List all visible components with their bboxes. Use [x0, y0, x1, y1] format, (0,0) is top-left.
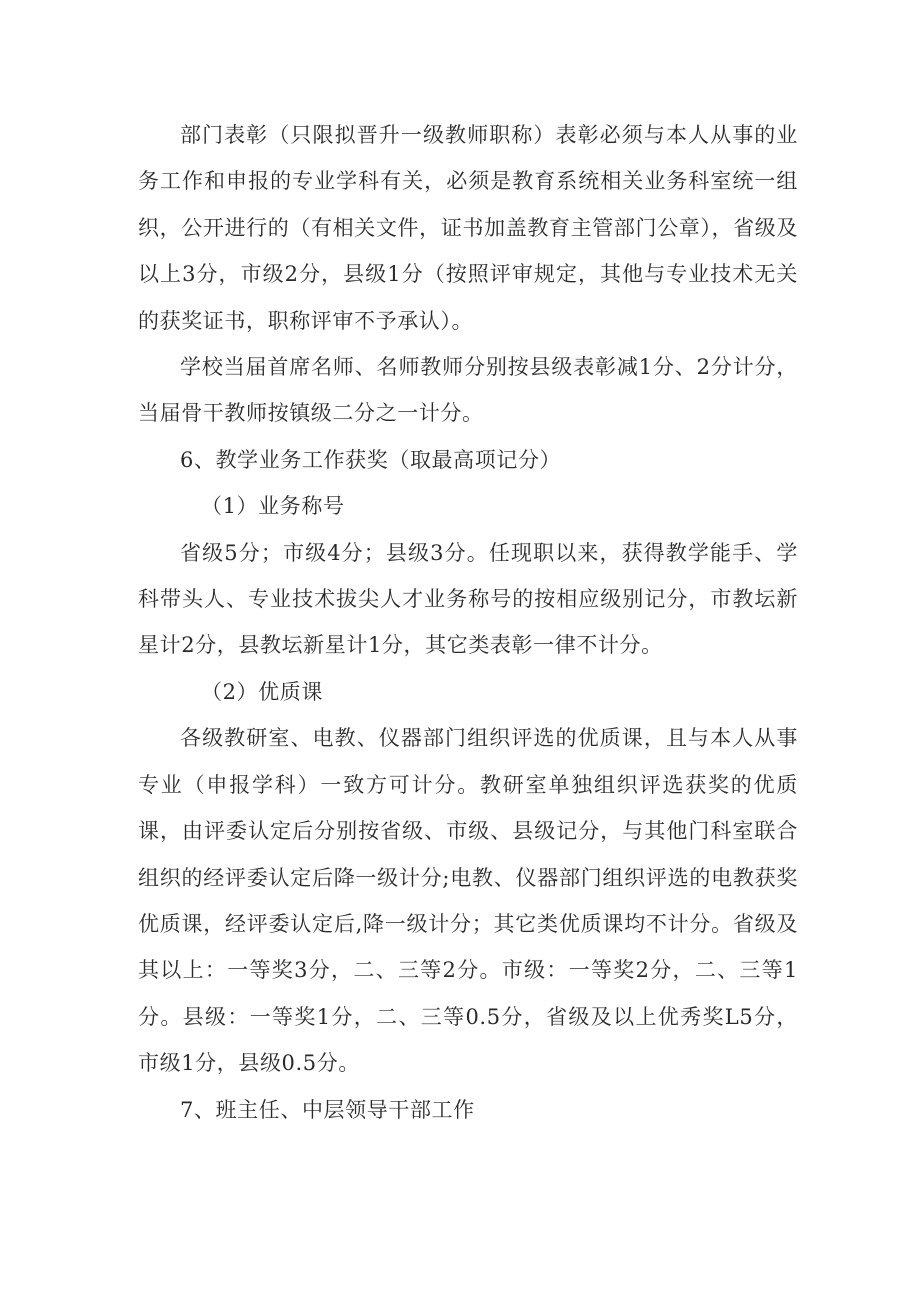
paragraph-school-teachers: 学校当届首席名师、名师教师分别按县级表彰减1分、2分计分，当届骨干教师按镇级二分之一计分。 [138, 355, 798, 426]
paragraph-business-title: 省级5分；市级4分；县级3分。任现职以来，获得教学能手、学科带头人、专业技术拔尖人才业务称号的按相应级别记分，市教坛新星计2分，县教坛新星计1分，其它类表彰一律不计分。 [138, 540, 798, 658]
subheading-business-title: （1）业务称号 [201, 494, 345, 519]
paragraph-department-commendation: 部门表彰（只限拟晋升一级教师职称）表彰必须与本人从事的业务工作和申报的专业学科有关，必须是教育系统相关业务科室统一组织，公开进行的（有相关文件，证书加盖教育主管部门公章），省级及以上3分，市级2分，县级1分（按照评审规定，其他与专业技术无关的获奖证书，职称评审不予承认）。 [138, 123, 798, 333]
heading-class-teacher: 7、班主任、中层领导干部工作 [180, 1097, 475, 1122]
subheading-quality-lesson: （2）优质课 [201, 679, 323, 704]
paragraph-quality-lesson: 各级教研室、电教、仪器部门组织评选的优质课，且与本人从事专业（申报学科）一致方可计分。教研室单独组织评选获奖的优质课，由评委认定后分别按省级、市级、县级记分，与其他门科室联合组织的经评委认定后降一级计分;电教、仪器部门组织评选的电教获奖优质课，经评委认定后,降一级计分；其它类优质课均不计分。省级及其以上：一等奖3分，二、三等2分。市级：一等奖2分，二、三等1分。县级：一等奖1分，二、三等0.5分，省级及以上优秀奖L5分，市级1分，县级0.5分。 [138, 726, 798, 1076]
heading-teaching-awards: 6、教学业务工作获奖（取最高项记分） [180, 447, 562, 472]
document-body [138, 112, 798, 1133]
